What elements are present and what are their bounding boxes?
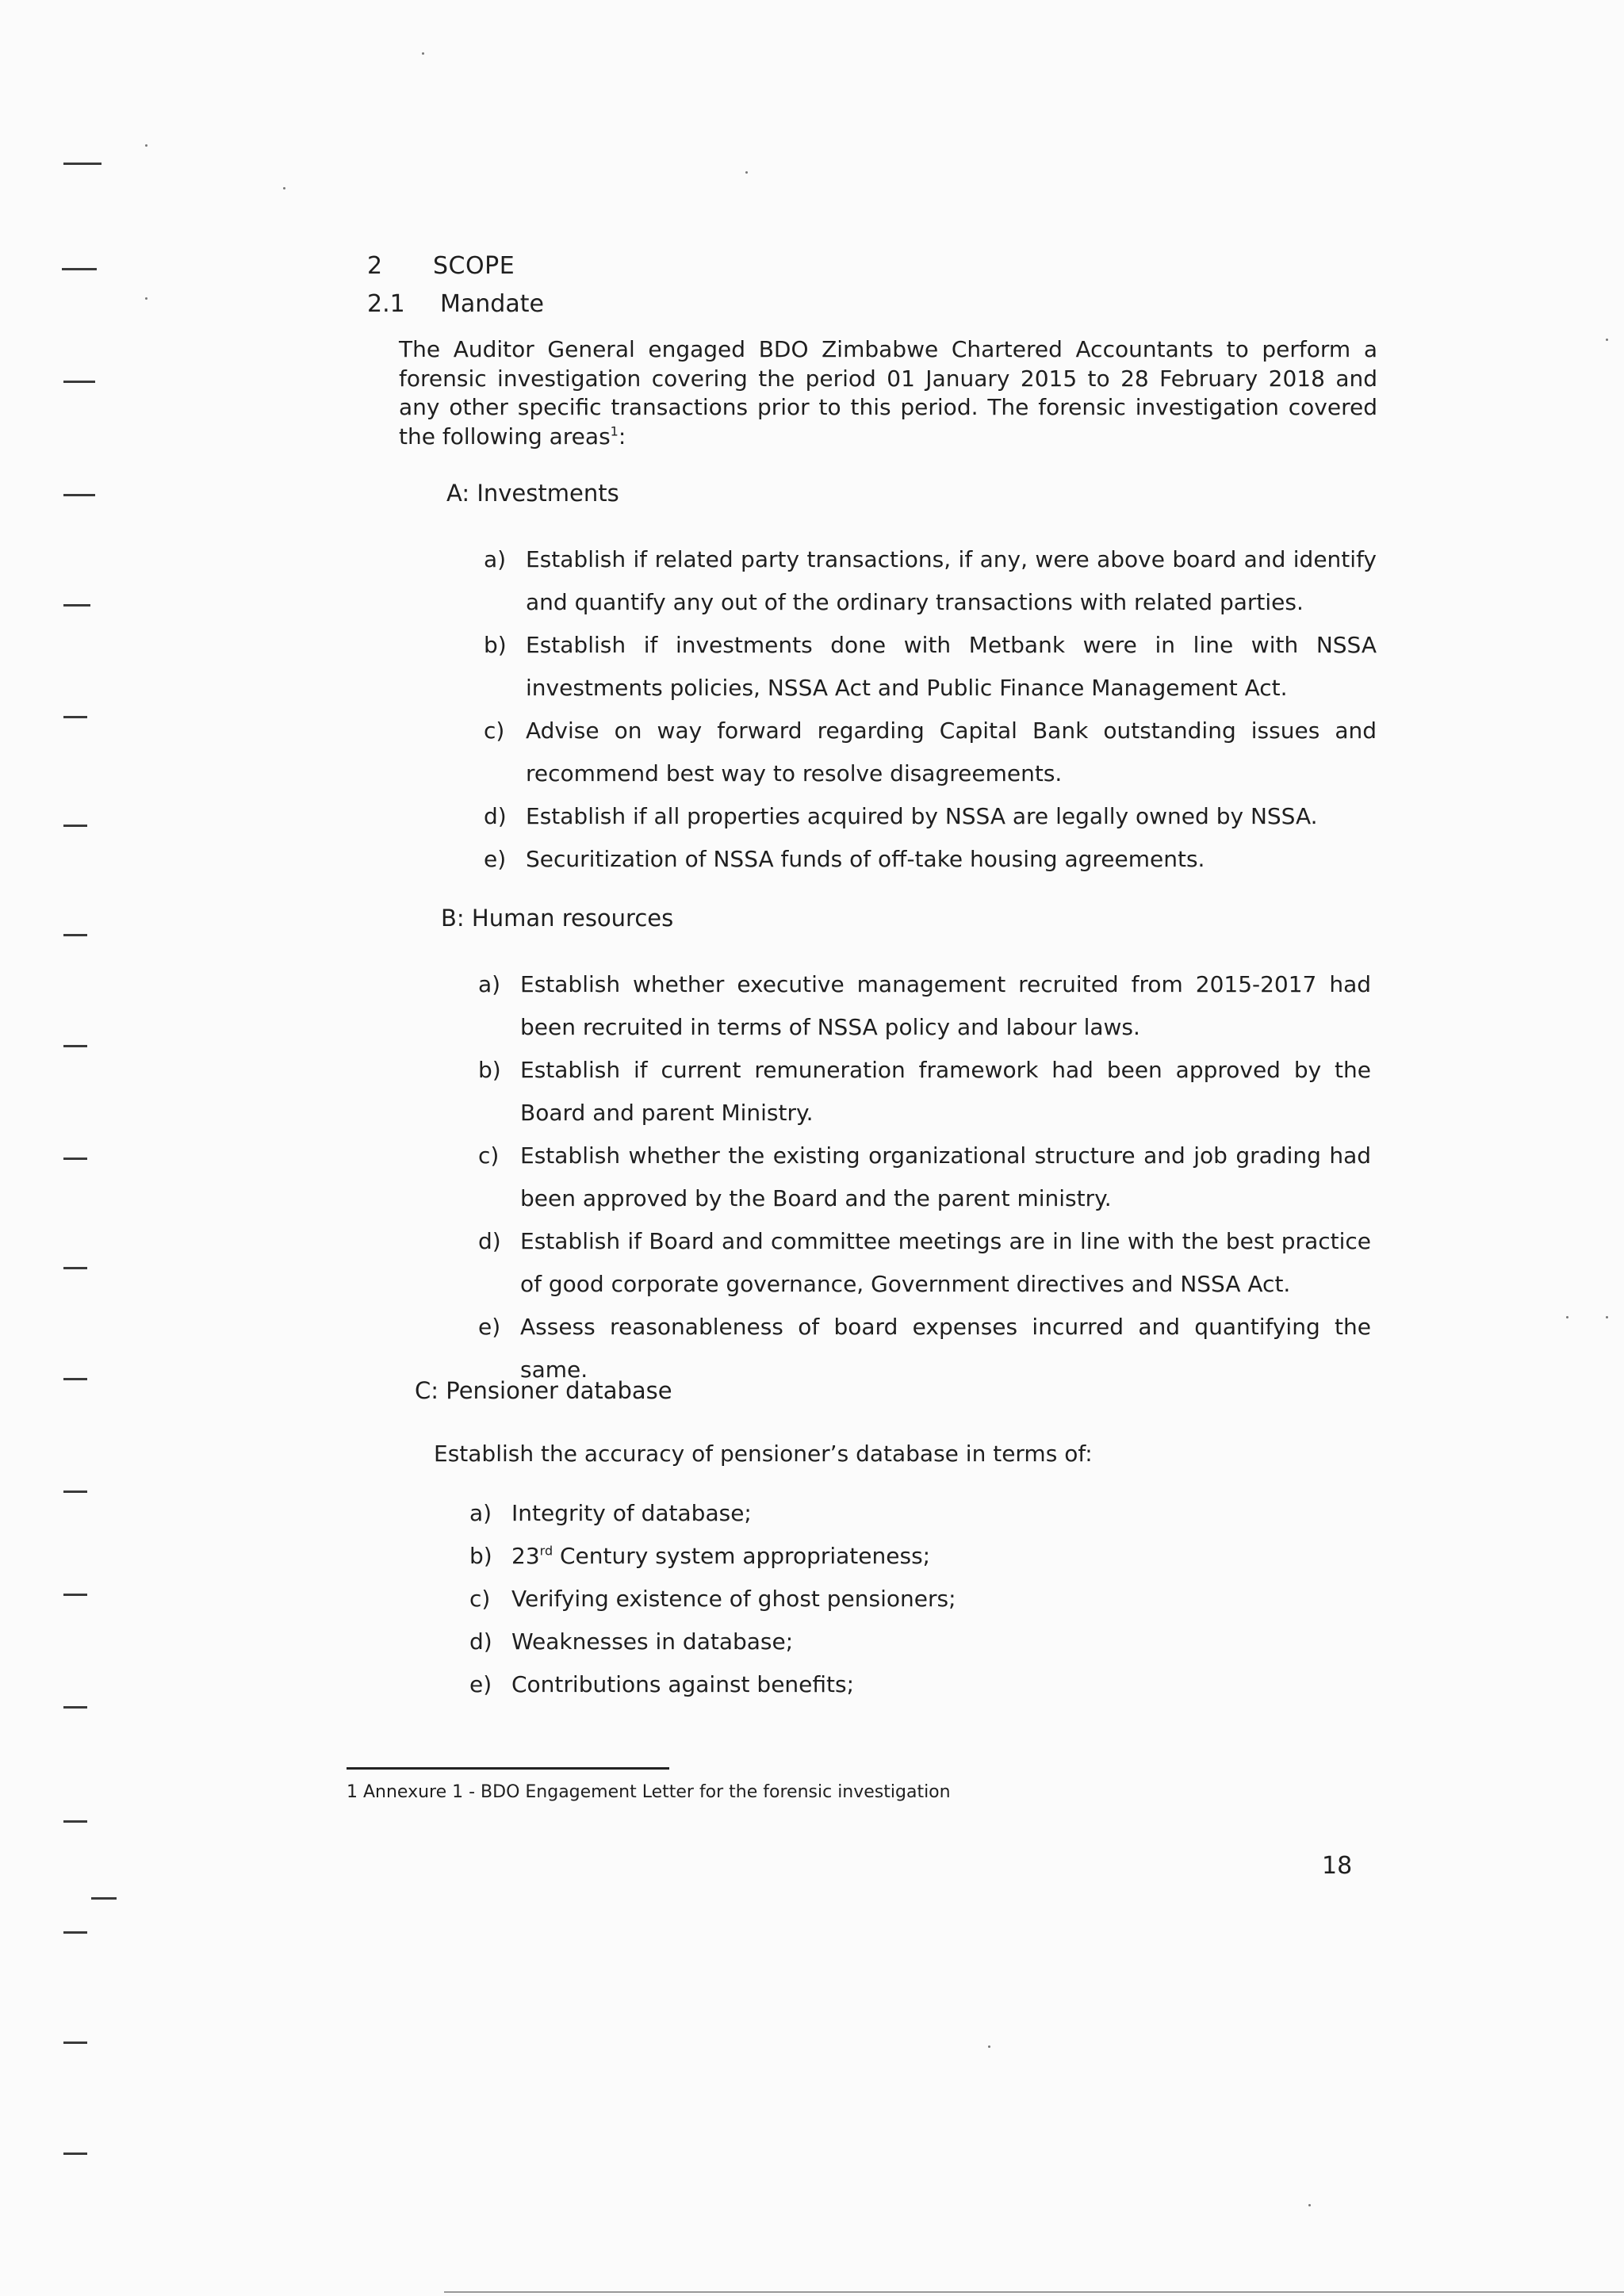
intro-suffix: : [618, 423, 626, 450]
pensioner-database-intro: Establish the accuracy of pensioner’s database in terms of: [434, 1441, 1093, 1467]
list-marker: b) [478, 1057, 501, 1083]
pensioner-database-title: C: Pensioner database [415, 1377, 672, 1404]
list-item [484, 538, 1377, 624]
list-item-text: Establish whether executive management recruited from 2015-2017 had been recruited in terms of NSSA policy and labour laws. [520, 971, 1371, 1040]
list-item-text: Establish whether the existing organizational structure and job grading had been approved by the Board and the parent ministry. [520, 1142, 1371, 1211]
list-marker: c) [469, 1586, 491, 1612]
list-marker: e) [484, 846, 507, 872]
list-item [469, 1628, 1146, 1656]
list-item [478, 1135, 1371, 1220]
list-item-text: Advise on way forward regarding Capital Bank outstanding issues and recommend best way to resolve disagreements. [526, 718, 1377, 786]
list-item-text: Assess reasonableness of board expenses incurred and quantifying the same. [520, 1314, 1371, 1383]
list-item-text: Weaknesses in database; [511, 1628, 794, 1655]
list-item-text: Integrity of database; [511, 1500, 752, 1526]
section-heading [367, 252, 515, 280]
list-item [484, 624, 1377, 710]
list-item-text: Establish if all properties acquired by NSSA are legally owned by NSSA. [526, 803, 1318, 829]
footnote-reference: 1 [610, 423, 619, 439]
list-item-text: Establish if related party transactions, if any, were above board and identify and quantify any out of the ordinary transactions with related parties. [526, 546, 1377, 615]
list-item [469, 1542, 1146, 1571]
section-number: 2 [367, 252, 383, 280]
list-item-text: Securitization of NSSA funds of off-take housing agreements. [526, 846, 1205, 872]
intro-text: The Auditor General engaged BDO Zimbabwe Chartered Accountants to perform a forensic investigation covering the period 01 January 2015 to 28 February 2018 and any other specific transactions prior to this period. The forensic investigation covered the following areas [399, 336, 1377, 450]
footnote: 1 Annexure 1 - BDO Engagement Letter for the forensic investigation [347, 1782, 951, 1802]
list-marker: a) [478, 971, 501, 997]
list-marker: e) [478, 1314, 501, 1340]
pensioner-database-list [469, 1499, 1146, 1713]
footnote-divider [347, 1767, 669, 1770]
list-item-text: Contributions against benefits; [511, 1671, 855, 1697]
page-number: 18 [1322, 1852, 1353, 1880]
human-resources-title: B: Human resources [441, 905, 674, 932]
list-marker: b) [469, 1543, 492, 1569]
subsection-number: 2.1 [367, 290, 405, 318]
list-item [484, 838, 1377, 881]
subsection-heading [367, 290, 544, 318]
list-marker: c) [484, 718, 505, 744]
subsection-title: Mandate [440, 290, 544, 318]
list-item-text: Establish if current remuneration framework had been approved by the Board and parent Ministry. [520, 1057, 1371, 1126]
list-item [478, 1049, 1371, 1135]
list-marker: c) [478, 1142, 500, 1169]
list-marker: a) [484, 546, 507, 572]
list-marker: d) [484, 803, 507, 829]
investments-list [484, 538, 1377, 881]
list-item [478, 963, 1371, 1049]
list-marker: d) [478, 1228, 501, 1254]
investments-title: A: Investments [446, 480, 619, 507]
list-item-text: 23rd Century system appropriateness; [511, 1543, 931, 1569]
list-marker: b) [484, 632, 507, 658]
page-edge-line [444, 2291, 1624, 2293]
list-marker: d) [469, 1628, 492, 1655]
intro-paragraph [399, 335, 1377, 451]
list-item-text: Establish if Board and committee meetings are in line with the best practice of good corporate governance, Government directives and NSSA Act. [520, 1228, 1371, 1297]
list-item [469, 1670, 1146, 1699]
list-item-text: Establish if investments done with Metbank were in line with NSSA investments policies, NSSA Act and Public Finance Management Act. [526, 632, 1377, 701]
list-item [484, 795, 1377, 838]
section-title: SCOPE [433, 252, 515, 280]
list-item-text: Verifying existence of ghost pensioners; [511, 1586, 956, 1612]
list-item [478, 1220, 1371, 1306]
list-marker: e) [469, 1671, 492, 1697]
human-resources-list [478, 963, 1371, 1391]
list-item [469, 1499, 1146, 1528]
list-item [484, 710, 1377, 795]
list-item [469, 1585, 1146, 1613]
list-marker: a) [469, 1500, 492, 1526]
